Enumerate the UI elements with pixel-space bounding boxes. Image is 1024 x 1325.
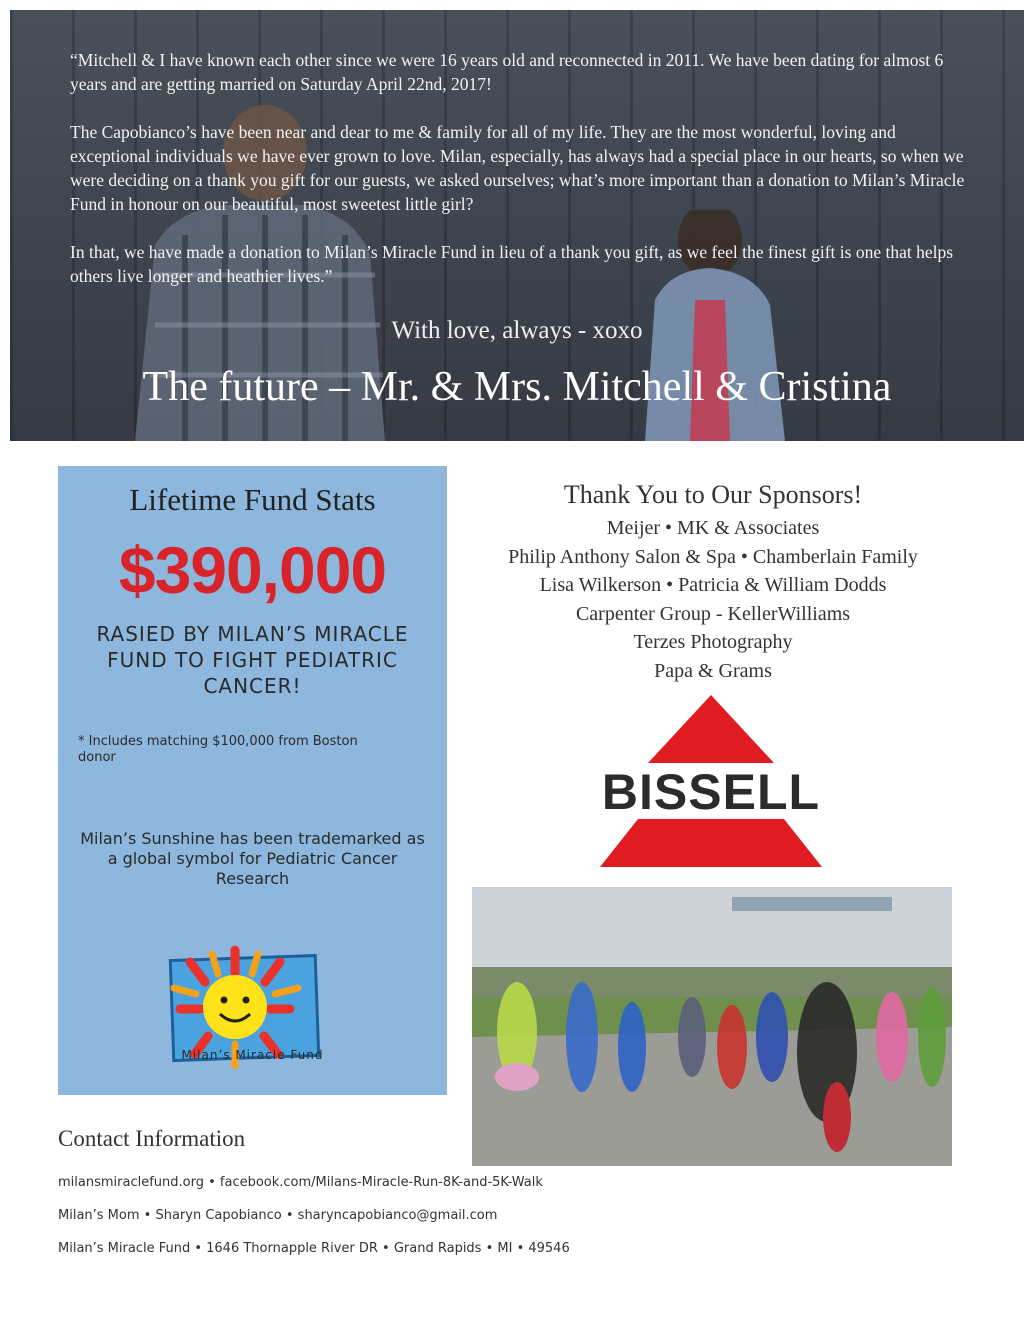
couple-heading: The future – Mr. & Mrs. Mitchell & Cristina <box>142 364 892 410</box>
stats-note: * Includes matching $100,000 from Boston donor <box>78 734 358 765</box>
signoff-text: With love, always - xoxo <box>391 317 643 344</box>
contact-person-line: Milan’s Mom • Sharyn Capobianco • sharyncapobianco@gmail.com <box>58 1208 498 1223</box>
sponsor-line: Papa & Grams <box>654 659 772 682</box>
stats-raised-text: RASIED BY MILAN’S MIRACLE FUND TO FIGHT PEDIATRIC CANCER! <box>96 622 409 698</box>
contact-address-line: Milan’s Miracle Fund • 1646 Thornapple River DR • Grand Rapids • MI • 49546 <box>58 1241 570 1256</box>
stats-amount: $390,000 <box>118 533 387 607</box>
testimonial-paragraph-3: In that, we have made a donation to Milan’s Miracle Fund in lieu of a thank you gift, as we feel the finest gift is one that helps others live longer and heathier lives.” <box>70 242 954 286</box>
fund-stats-panel <box>58 466 447 1095</box>
sponsors-title: Thank You to Our Sponsors! <box>563 480 863 509</box>
contact-title: Contact Information <box>58 1126 246 1151</box>
sponsor-line: Meijer • MK & Associates <box>606 517 820 539</box>
event-photo <box>472 887 952 1166</box>
bissell-logo <box>588 693 834 869</box>
trademark-text: Milan’s Sunshine has been trademarked as a global symbol for Pediatric Cancer Research <box>80 829 425 888</box>
sponsor-line: Lisa Wilkerson • Patricia & William Dodds <box>539 574 887 596</box>
testimonial-paragraph-1: “Mitchell & I have known each other since we were 16 years old and reconnected in 2011. We have been dating for almost 6 years and are getting married on Saturday April 22nd, 2017! <box>70 50 944 94</box>
testimonial-text <box>70 48 970 312</box>
bissell-logo-text: BISSELL <box>601 764 821 820</box>
hero-banner <box>10 10 1024 441</box>
sponsor-line: Carpenter Group - KellerWilliams <box>575 602 851 625</box>
logo-caption: Milan’s Miracle Fund <box>181 1048 324 1062</box>
contact-web-line: milansmiraclefund.org • facebook.com/Milans-Miracle-Run-8K-and-5K-Walk <box>58 1175 543 1190</box>
sponsors-section <box>470 480 956 685</box>
stats-title: Lifetime Fund Stats <box>129 482 376 517</box>
sponsor-line: Terzes Photography <box>633 631 793 653</box>
sponsor-line: Philip Anthony Salon & Spa • Chamberlain Family <box>508 545 918 568</box>
testimonial-paragraph-2: The Capobianco’s have been near and dear to me & family for all of my life. They are the most wonderful, loving and exceptional individuals we have ever grown to love. Milan, especially, has always had a special place in our hearts, so when we were deciding on a thank you gift for our guests, we asked ourselves; what’s more important than a donation to Milan’s Miracle Fund in honour on our beautiful, most sweetest little girl? <box>70 122 965 214</box>
